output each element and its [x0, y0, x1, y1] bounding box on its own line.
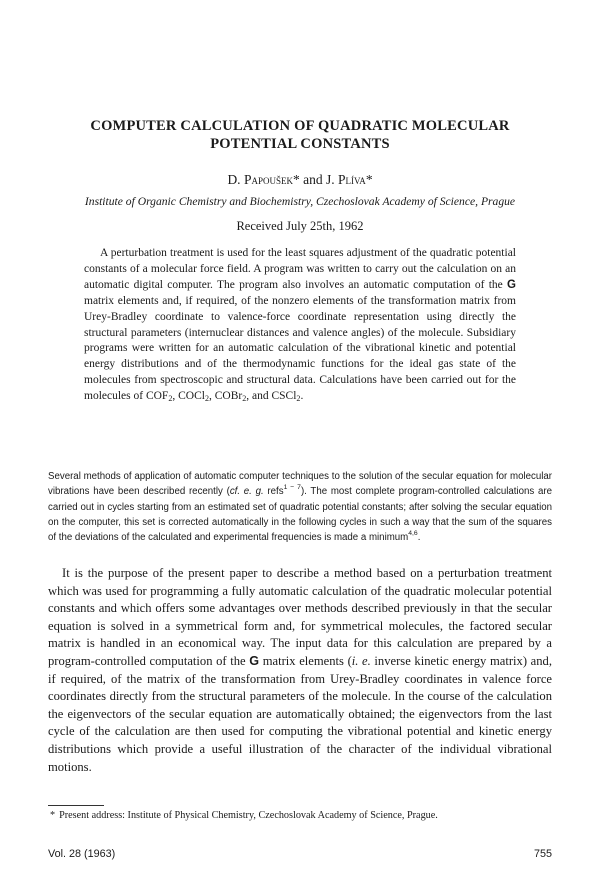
- molecule-cscl2: CSCl$_2$: [271, 390, 301, 404]
- footnote-mark: *: [50, 810, 56, 821]
- ie-abbrev: i. e.: [351, 653, 371, 668]
- g-matrix-symbol: G: [507, 278, 516, 291]
- g-matrix-symbol-body: G: [249, 653, 260, 668]
- abstract-text-2: matrix elements and, if required, of the nonzero elements of the transformation matrix from Urey-Bradley coordinate to valence-force coordinate representation using directly the structural parameters (internuclear distances and valence angles) of the molecule. Subsidiary programs were written for an automatic calculation of the vibrational kinetic and potential energy distributions and of the thermodynamic functions for the ideal gas state of the molecules from spectroscopic and structural data. Calculations have been carried out for the molecules of: [84, 294, 516, 403]
- footnote: [48, 810, 552, 821]
- author-joiner: and: [303, 172, 323, 187]
- abstract: A perturbation treatment is used for the least squares adjustment of the quadratic potential constants of a molecular force field. A program was written to carry out the calculation on an automatic digital computer. The program also involves an automatic computation of the G matrix elements and, if required, of the nonzero elements of the transformation matrix from Urey-Bradley coordinate to valence-force coordinate representation using directly the structural parameters (internuclear distances and valence angles) of the molecule. Subsidiary programs were written for an automatic calculation of the vibrational kinetic and potential energy distributions and of the thermodynamic functions for the ideal gas state of the molecules from spectroscopic and structural data. Calculations have been carried out for the molecules of $COF_2$, COCl$_2$, COBr$_2$, and CSCl$_2$.: [84, 247, 516, 404]
- author-2-footnote-mark: *: [365, 172, 373, 187]
- body-text-2: matrix elements (: [259, 653, 352, 668]
- molecule-cof2: $COF_2$: [145, 390, 173, 404]
- title-line-2: POTENTIAL CONSTANTS: [210, 136, 390, 152]
- journal-volume: Vol. 28 (1963): [48, 848, 116, 860]
- refs-superscript: 1 − 7: [283, 484, 301, 492]
- body-text-3: inverse kinetic energy matrix) and, if required, of the matrix of the transformation from Urey-Bradley coordinates in valence force coordinates directly from the structural parameters of the molecule. In the course of the calculation the eigenvectors of the secular equation are automatically obtained; the eigenvectors from the last cycle of the calculation are then used for computing the vibrational potential and kinetic energy distributions which provide a useful illustration of the character of the individual vibrational motions.: [48, 653, 552, 774]
- cf-eg-abbrev: cf. e. g.: [229, 486, 264, 498]
- author-line: [40, 172, 560, 188]
- received-date: Received July 25th, 1962: [236, 219, 364, 233]
- author-1-footnote-mark: *: [292, 172, 300, 187]
- intro-text-2: ). The most complete program-controlled calculations are carried out in cycles starting from an estimated set of quadratic potential constants; after solving the secular equation on the computer, this set is corrected automatically in the following cycles in such a way that the sum of the squares of the deviations of the calculated and experimental frequencies is made a minimum: [48, 486, 552, 544]
- footnote-text: Present address: Institute of Physical Chemistry, Czechoslovak Academy of Science, Prague.: [59, 810, 438, 821]
- abstract-text-1: A perturbation treatment is used for the least squares adjustment of the quadratic potential constants of a molecular force field. A program was written to carry out the calculation on an automatic digital computer. The program also involves an automatic computation of the: [84, 247, 516, 291]
- paper-title: [40, 117, 560, 153]
- minimum-ref-superscript: 4,6: [408, 530, 418, 538]
- author-1-initial: D.: [227, 172, 241, 187]
- author-2-initial: J.: [325, 172, 335, 187]
- author-2-surname: Plíva: [337, 172, 366, 187]
- intro-text-1: Several methods of application of automatic computer techniques to the solution of the secular equation for molecular vibrations have been described recently (: [48, 471, 552, 498]
- intro-paragraph: Several methods of application of automatic computer techniques to the solution of the secular equation for molecular vibrations have been described recently (cf. e. g. refs$^{1 - 7}$). The most complete program-controlled calculations are carried out in cycles starting from an estimated set of quadratic potential constants; after solving the secular equation on the computer, this set is corrected automatically in the following cycles in such a way that the sum of the squares of the deviations of the calculated and experimental frequencies is made a minimum$^{4,6}$.: [48, 471, 552, 544]
- molecule-cobr2: COBr$_2$: [214, 390, 247, 404]
- author-1-surname: Papoušek: [243, 172, 293, 187]
- footnote-rule: [48, 805, 104, 806]
- title-line-1: COMPUTER CALCULATION OF QUADRATIC MOLECULAR: [90, 118, 510, 134]
- body-text-1: It is the purpose of the present paper to describe a method based on a perturbation treatment which was used for programming a fully automatic calculation of the quadratic molecular potential constants and which offers some advantages over methods described previously in that the secular equation is solved in a symmetrical form and, for symmetrical molecules, the factored secular matrix is handled in an economical way. The input data for this calculation are prepared by a program-controlled computation of the: [48, 566, 552, 668]
- affiliation: Institute of Organic Chemistry and Biochemistry, Czechoslovak Academy of Science, Prague: [84, 195, 516, 208]
- molecule-cocl2: COCl$_2$: [178, 390, 209, 404]
- body-paragraph: [48, 565, 552, 776]
- page-number: 755: [533, 848, 552, 860]
- refs-label: refs: [263, 486, 284, 498]
